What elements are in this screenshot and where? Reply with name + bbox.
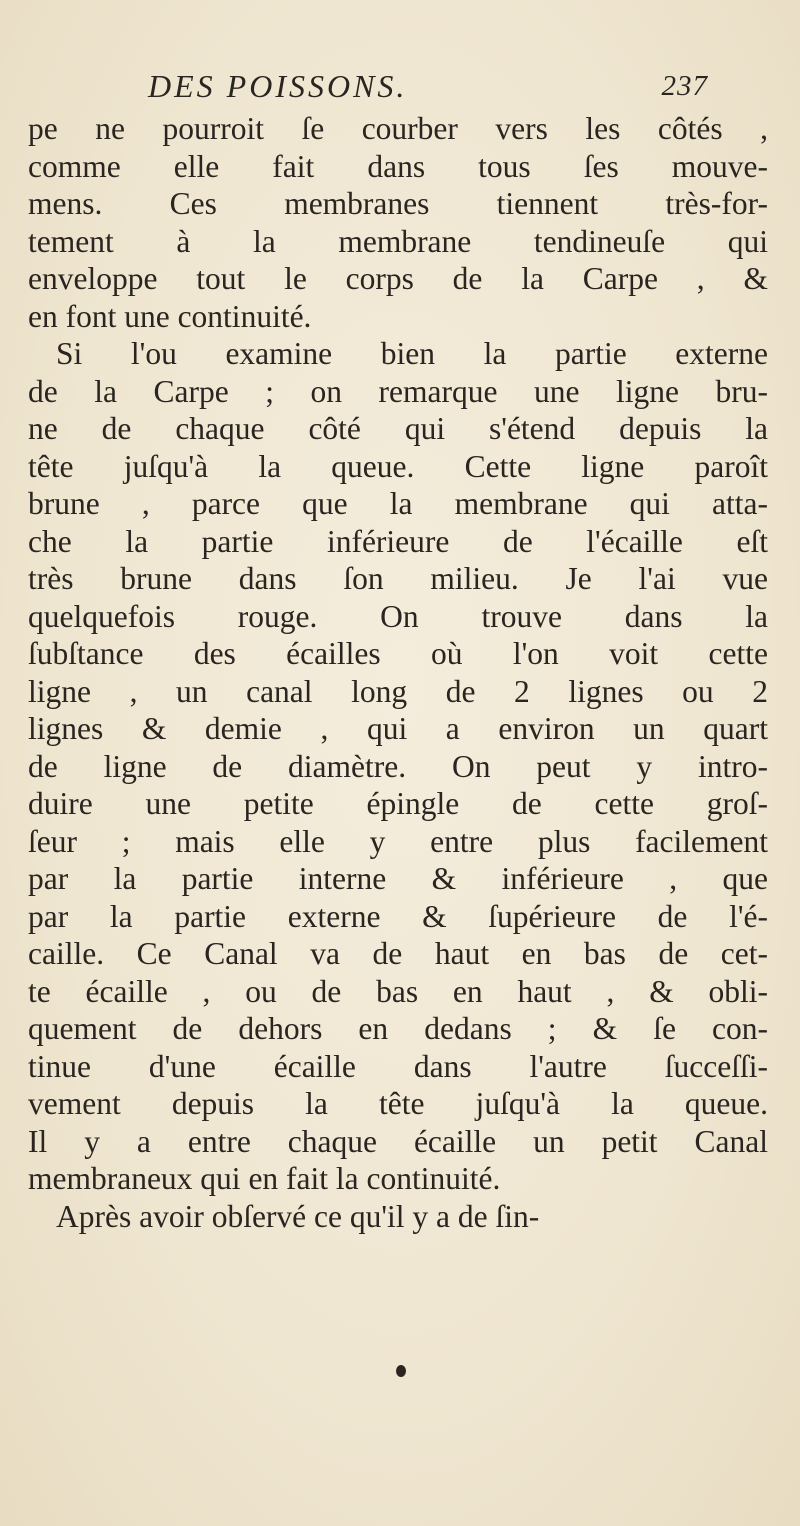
text-line: brune , parce que la membrane qui atta- <box>28 486 768 521</box>
text-line: vement depuis la tête juſqu'à la queue. <box>28 1086 768 1121</box>
text-line: caille. Ce Canal va de haut en bas de cet- <box>28 936 768 971</box>
page-header <box>148 68 708 108</box>
text-line: par la partie externe & ſupérieure de l'é- <box>28 898 768 934</box>
text-line: de la Carpe ; on remarque une ligne bru- <box>28 373 768 409</box>
text-line: en font une continuité. <box>28 298 312 334</box>
body-text <box>28 110 768 1235</box>
page-number: 237 <box>661 70 708 102</box>
text-line: très brune dans ſon milieu. Je l'ai vue <box>28 561 768 596</box>
text-line: ſeur ; mais elle y entre plus facilement <box>28 823 768 859</box>
text-line: quement de dehors en dedans ; & ſe con- <box>28 1011 768 1046</box>
text-line: comme elle fait dans tous ſes mouve- <box>28 148 768 184</box>
text-line: mens. Ces membranes tiennent très-for- <box>28 186 768 221</box>
text-line: quelquefois rouge. On trouve dans la <box>28 598 768 634</box>
running-head: DES POISSONS. <box>148 68 408 104</box>
text-line: par la partie interne & inférieure , que <box>28 861 768 896</box>
text-line: de ligne de diamètre. On peut y intro- <box>28 748 768 784</box>
text-line: Après avoir obſervé ce qu'il y a de ſin- <box>56 1198 540 1234</box>
text-line: tement à la membrane tendineuſe qui <box>28 223 768 259</box>
text-line: ſubſtance des écailles où l'on voit cette <box>28 636 768 671</box>
text-line: Si l'ou examine bien la partie externe <box>56 336 768 371</box>
text-line: ne de chaque côté qui s'étend depuis la <box>28 411 768 446</box>
text-line: tête juſqu'à la queue. Cette ligne paroît <box>28 448 768 484</box>
ink-dot-mark <box>396 1365 406 1377</box>
text-line: Il y a entre chaque écaille un petit Canal <box>28 1123 768 1159</box>
text-line: duire une petite épingle de cette groſ- <box>28 786 768 821</box>
text-line: enveloppe tout le corps de la Carpe , & <box>28 261 768 296</box>
text-line: che la partie inférieure de l'écaille eſt <box>28 523 768 559</box>
text-line: membraneux qui en fait la continuité. <box>28 1161 501 1196</box>
text-line: tinue d'une écaille dans l'autre ſucceſſi- <box>28 1048 768 1084</box>
text-line: ligne , un canal long de 2 lignes ou 2 <box>28 673 768 709</box>
text-line: pe ne pourroit ſe courber vers les côtés , <box>28 111 768 146</box>
text-line: lignes & demie , qui a environ un quart <box>28 711 768 746</box>
text-line: te écaille , ou de bas en haut , & obli- <box>28 973 768 1009</box>
